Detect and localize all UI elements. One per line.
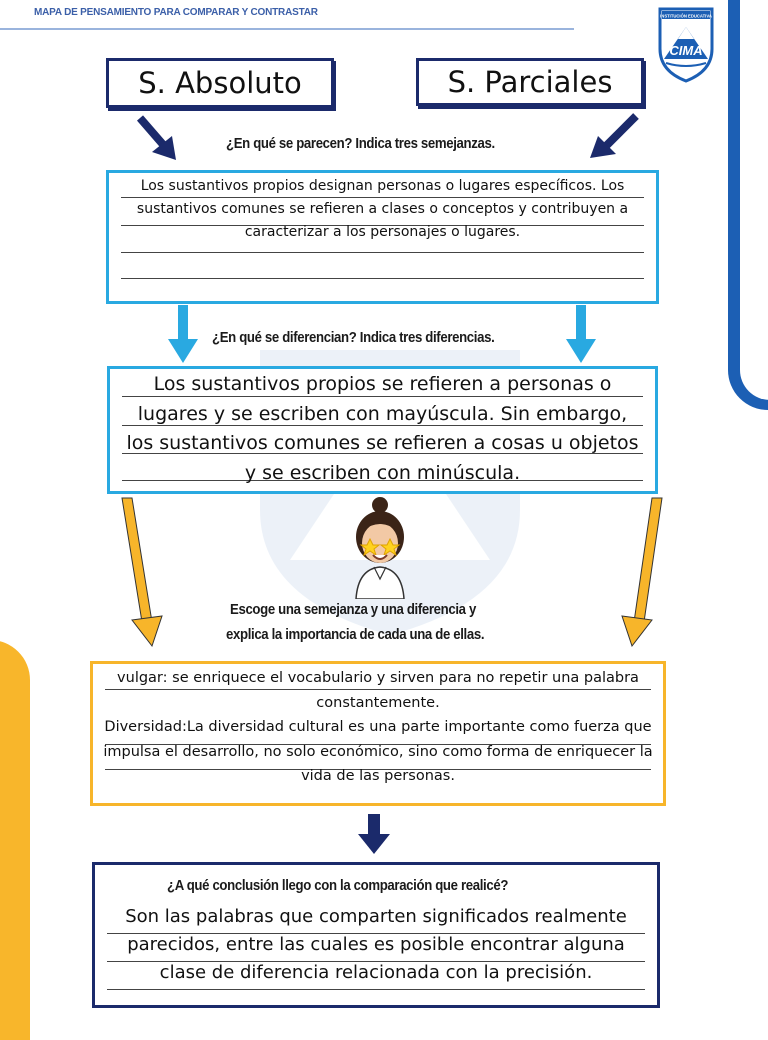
arrow-down-icon <box>168 305 198 363</box>
question-similarities: ¿En qué se parecen? Indica tres semejanzas. <box>226 135 495 152</box>
ruled-line <box>121 252 644 253</box>
logo-main-text: CIMA <box>669 43 703 58</box>
question-conclusion: ¿A qué conclusión llego con la comparación que realicé? <box>167 877 509 894</box>
conclusion-answer: Son las palabras que comparten significados realmente parecidos, entre las cuales es posible encontrar alguna clase de diferencia relacionada con la precisión. <box>125 906 627 983</box>
importance-answer-1: vulgar: se enriquece el vocabulario y sirven para no repetir una palabra constantemente. <box>117 670 639 711</box>
ruled-line <box>107 989 645 990</box>
question-choose-line2: explica la importancia de cada una de ellas. <box>226 626 485 643</box>
arrow-down-icon <box>566 305 596 363</box>
arrow-down-right-icon <box>136 114 182 164</box>
importance-box <box>90 661 666 806</box>
conclusion-box <box>92 862 660 1008</box>
similarities-box <box>106 170 659 304</box>
avatar-girl-icon <box>344 495 416 599</box>
ruled-line <box>121 278 644 279</box>
school-logo <box>656 5 716 83</box>
arrow-down-icon <box>358 814 390 854</box>
header-divider <box>0 28 574 30</box>
left-decoration <box>0 640 30 1040</box>
right-decoration-inner <box>740 0 768 400</box>
logo-top-text: INSTITUCIÓN EDUCATIVA <box>660 13 712 19</box>
box-s-parciales: S. Parciales <box>416 58 644 106</box>
arrow-down-left-icon <box>586 112 640 162</box>
question-choose-line1: Escoge una semejanza y una diferencia y <box>230 601 476 618</box>
header-title: MAPA DE PENSAMIENTO PARA COMPARAR Y CONTRASTAR <box>34 7 318 18</box>
importance-answer-2: Diversidad:La diversidad cultural es una parte importante como fuerza que impulsa el desarrollo, no solo económico, sino como forma de enriquecer la vida de las personas. <box>103 719 653 784</box>
similarities-answer: Los sustantivos propios designan personas o lugares específicos. Los sustantivos comunes se refieren a clases o conceptos y contribuyen a caracterizar a los personajes o lugares. <box>136 178 629 240</box>
arrow-down-icon <box>118 496 166 648</box>
box-s-absoluto: S. Absoluto <box>106 58 334 108</box>
differences-box <box>107 366 658 494</box>
arrow-down-icon <box>618 496 666 648</box>
differences-answer: Los sustantivos propios se refieren a personas o lugares y se escriben con mayúscula. Sin embargo, los sustantivos comunes se refieren a cosas u objetos y se escriben con minúscula. <box>126 373 639 484</box>
question-differences: ¿En qué se diferencian? Indica tres diferencias. <box>212 329 495 346</box>
